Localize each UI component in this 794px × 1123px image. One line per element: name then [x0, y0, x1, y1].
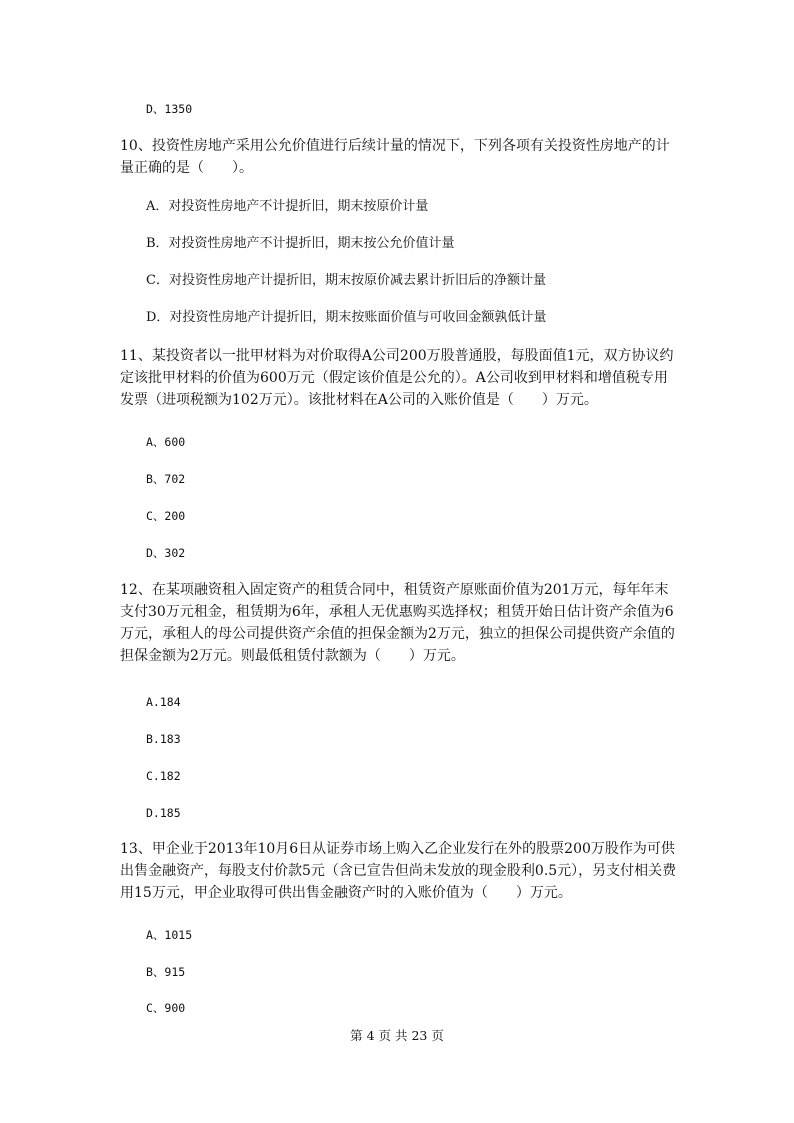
question-13-option-b: B、915 [146, 965, 186, 979]
question-12-option-c: C.182 [146, 769, 181, 783]
question-12-option-a: A.184 [146, 695, 181, 709]
question-13-option-c: C、900 [146, 1001, 186, 1015]
question-10-stem: 10、投资性房地产采用公允价值进行后续计量的情况下，下列各项有关投资性房地产的计量正确的是（ ）。 [120, 138, 670, 176]
question-11-option-b: B、702 [146, 472, 186, 486]
question-11-stem: 11、某投资者以一批甲材料为对价取得A公司200万股普通股，每股面值1元，双方协议约定该批甲材料的价值为600万元（假定该价值是公允的）。A公司收到甲材料和增值税专用发票（进项税额为102万元）。该批材料在A公司的入账价值是（ ）万元。 [120, 348, 674, 408]
question-13-stem: 13、甲企业于2013年10月6日从证券市场上购入乙企业发行在外的股票200万股作为可供出售金融资产，每股支付价款5元（含已宣告但尚未发放的现金股利0.5元），另支付相关费用15万元，甲企业取得可供出售金融资产时的入账价值为（ ）万元。 [120, 841, 677, 901]
page-footer: 第 4 页 共 23 页 [350, 1028, 444, 1043]
question-10-option-c: C．对投资性房地产计提折旧，期末按原价减去累计折旧后的净额计量 [146, 273, 546, 288]
prev-question-option-d: D、1350 [146, 102, 193, 116]
question-12-option-d: D.185 [146, 806, 181, 820]
question-12-option-b: B.183 [146, 732, 181, 746]
question-10-option-a: A．对投资性房地产不计提折旧，期末按原价计量 [146, 199, 429, 214]
question-10-option-b: B．对投资性房地产不计提折旧，期末按公允价值计量 [146, 236, 455, 251]
question-12-stem: 12、在某项融资租入固定资产的租赁合同中，租赁资产原账面价值为201万元，每年年末支付30万元租金，租赁期为6年，承租人无优惠购买选择权；租赁开始日估计资产余值为6万元，承租人的母公司提供资产余值的担保金额为2万元，独立的担保公司提供资产余值的担保金额为2万元。则最低租赁付款额为（ ）万元。 [120, 582, 675, 664]
question-11-option-a: A、600 [146, 435, 186, 449]
question-13-option-a: A、1015 [146, 928, 193, 942]
question-10-option-d: D．对投资性房地产计提折旧，期末按账面价值与可收回金额孰低计量 [146, 310, 547, 325]
question-11-option-c: C、200 [146, 509, 186, 523]
question-11-option-d: D、302 [146, 546, 186, 560]
